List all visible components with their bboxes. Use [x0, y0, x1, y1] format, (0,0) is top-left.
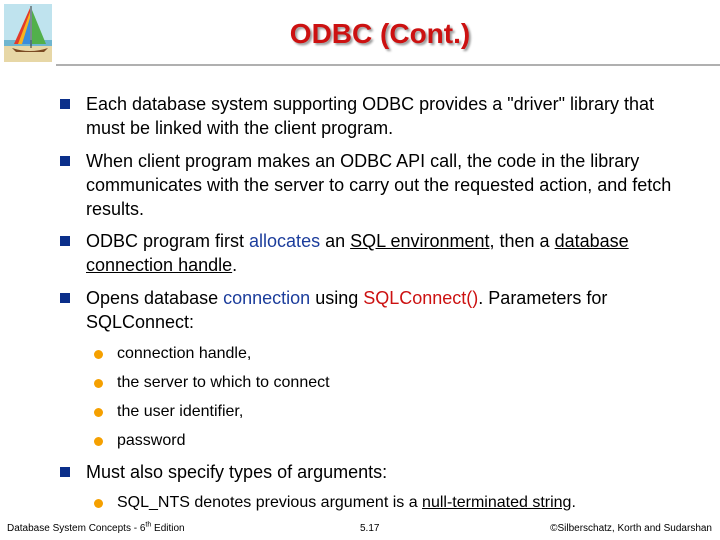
keyword-connection: connection [223, 288, 311, 308]
title-divider [56, 64, 720, 66]
sub-bullet-item [58, 372, 698, 394]
square-bullet-icon [60, 293, 70, 303]
square-bullet-icon [60, 236, 70, 246]
slide-footer [0, 523, 720, 537]
footer-slide-number: 5.17 [360, 523, 380, 534]
square-bullet-icon [60, 467, 70, 477]
round-bullet-icon [94, 350, 103, 359]
bullet-item [58, 286, 698, 334]
round-bullet-icon [94, 437, 103, 446]
bullet-item [58, 229, 698, 277]
sub-bullet-item [58, 343, 698, 365]
sub-bullet-item [58, 430, 698, 452]
round-bullet-icon [94, 499, 103, 508]
keyword-allocates: allocates [249, 231, 321, 251]
sub-bullet-text: the user identifier, [117, 403, 244, 420]
sub-bullet-text: SQL_NTS denotes previous argument is a null-terminated string. [117, 494, 576, 511]
square-bullet-icon [60, 99, 70, 109]
bullet-text: Must also specify types of arguments: [86, 462, 388, 482]
bullet-text: Each database system supporting ODBC provides a "driver" library that must be linked with the client program. [86, 94, 655, 138]
bullet-text: Opens database connection using SQLConnect(). Parameters for SQLConnect: [86, 288, 608, 332]
bullet-item [58, 149, 698, 221]
bullet-item [58, 92, 698, 140]
slide-title: ODBC (Cont.) [289, 18, 471, 49]
sub-bullet-item [58, 492, 698, 514]
footer-book-title: Database System Concepts - 6th Edition [7, 521, 185, 534]
sub-bullet-text: password [117, 432, 186, 449]
term-sql-environment: SQL environment [350, 231, 490, 251]
round-bullet-icon [94, 408, 103, 417]
bullet-item [58, 460, 698, 484]
bullet-text: ODBC program first allocates an SQL environment, then a database connection handle. [86, 231, 629, 275]
term-null-terminated-string: null-terminated string [422, 494, 572, 511]
round-bullet-icon [94, 379, 103, 388]
sub-bullet-item [58, 401, 698, 423]
keyword-sqlconnect: SQLConnect() [363, 288, 479, 308]
sub-bullet-text: connection handle, [117, 345, 252, 362]
square-bullet-icon [60, 156, 70, 166]
sub-bullet-text: the server to which to connect [117, 374, 330, 391]
footer-copyright: ©Silberschatz, Korth and Sudarshan [550, 523, 712, 534]
bullet-text: When client program makes an ODBC API call, the code in the library communicates with the server to carry out the requested action, and fetch results. [86, 151, 672, 219]
term-connection-handle: database connection handle [86, 231, 629, 275]
bullet-list [58, 92, 698, 514]
